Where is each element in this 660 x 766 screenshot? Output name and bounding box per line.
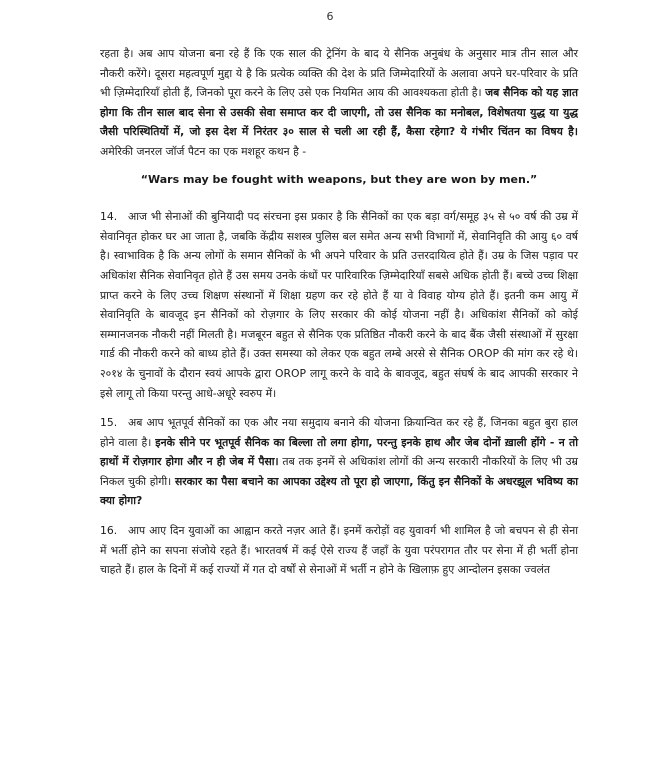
paragraph-number: 15. xyxy=(100,416,118,430)
paragraph-bold-text: जब सैनिक को यह ज्ञात होगा कि तीन साल बाद सेना से उसकी सेवा समाप्त कर दी जाएगी, तो उस सैनिक का मनोबल, विशेषतया युद्ध या युद्ध जैसी परिस्थितियों में, जो इस देश में निरंतर ३० साल से चली आ रही हैं, कैसा रहेगा? ये गंभीर चिंतन का विषय है। xyxy=(100,86,578,139)
paragraph-text: तब तक इनमें से अधिकांश लोगों की अन्य सरकारी नौकरियों के लिए भी उम्र निकल चुकी होगी। xyxy=(100,455,578,488)
page-number: 6 xyxy=(326,10,334,23)
paragraph-16 xyxy=(100,521,578,580)
paragraph-bold-text: सरकार का पैसा बचाने का आपका उद्देश्य तो पूरा हो जाएगा, किंतु इन सैनिकों के अधरझूल भविष्य का क्या होगा? xyxy=(100,474,578,508)
paragraph-number: 14. xyxy=(100,210,118,224)
paragraph-14 xyxy=(100,207,578,403)
paragraph-bold-text: इनके सीने पर भूतपूर्व सैनिक का बिल्ला तो लगा होगा, परन्तु इनके हाथ और जेब दोनों ख़ाली होंगे - न तो हाथों में रोज़गार होगा और न ही जेब में पैसा। xyxy=(100,435,578,469)
paragraph-text: आप आए दिन युवाओं का आह्वान करते नज़र आते हैं। इनमें करोड़ों वह युवावर्ग भी शामिल है जो बचपन से ही सेना में भर्ती होने का सपना संजोये रहते हैं। भारतवर्ष में कई ऐसे राज्य हैं जहाँ के युवा परंपरागत तौर पर सेना में ही भर्ती होना चाहते हैं। हाल के दिनों में कई राज्यों में गत दो वर्षों से सेनाओं में भर्ती न होने के खिलाफ़ हुए आन्दोलन इसका ज्वलंत xyxy=(100,524,578,577)
paragraph-text: रहता है। अब आप योजना बना रहे हैं कि एक साल की ट्रेनिंग के बाद ये सैनिक अनुबंध के अनुसार मात्र तीन साल और नौकरी करेंगे। दूसरा महत्वपूर्ण मुद्दा ये है कि प्रत्येक व्यक्ति की देश के प्रति जिम्मेदारियों के अलावा अपने घर-परिवार के प्रति भी ज़िम्मेदारियाँ होती हैं, जिनको पूरा करने के लिए उसे एक नियमित आय की आवश्यकता होती है। xyxy=(100,47,578,100)
paragraph-text: अब आप भूतपूर्व सैनिकों का एक और नया समुदाय बनाने की योजना क्रियान्वित कर रहे हैं, जिनका बहुत बुरा हाल होने वाला है। xyxy=(100,416,578,449)
paragraph-text: आज भी सेनाओं की बुनियादी पद संरचना इस प्रकार है कि सैनिकों का एक बड़ा वर्ग/समूह ३५ से ५० वर्ष की उम्र में सेवानिवृत होकर घर आ जाता है, जबकि केंद्रीय सशस्त्र पुलिस बल समेत अन्य सभी विभागों में, सेवानिवृति की आयु ६० वर्ष है। स्वाभाविक है कि अन्य लोगों के समान सैनिकों के भी अपने परिवार के प्रति उत्तरदायित्व होते हैं। उम्र के जिस पड़ाव पर अधिकांश सैनिक सेवानिवृत होते हैं उस समय उनके कंधों पर पारिवारिक ज़िम्मेदारियाँ सबसे अधिक होती हैं। बच्चे उच्च शिक्षा प्राप्त करने के लिए उच्च शिक्षण संस्थानों में शिक्षा ग्रहण कर रहे होते हैं या वे विवाह योग्य होते हैं। इतनी कम आयु में सेवानिवृति के बावजूद इन सैनिकों को रोज़गार के लिए सरकार की कोई योजना नहीं है। अधिकांश सैनिकों को कोई सम्मानजनक नौकरी नहीं मिलती है। मजबूरन बहुत से सैनिक एक प्रतिष्ठित नौकरी करने के बाद बैंक जैसी संस्थाओं में सुरक्षा गार्ड की नौकरी करने को बाध्य होते हैं। उक्त समस्या को लेकर एक बहुत लम्बे अरसे से सैनिक OROP की मांग कर रहे थे। २०१४ के चुनावों के दौरान स्वयं आपके द्वारा OROP लागू करने के वादे के बावजूद, बहुत संघर्ष के बाद आपकी सरकार ने इसे लागू तो किया परन्तु आधे-अधूरे स्वरुप में। xyxy=(100,210,578,400)
paragraph-text: अमेरिकी जनरल जॉर्ज पैटन का एक मशहूर कथन है - xyxy=(100,144,307,158)
quotation: “Wars may be fought with weapons, but they are won by men.” xyxy=(140,172,538,186)
paragraph-continued xyxy=(100,44,578,162)
paragraph-15 xyxy=(100,413,578,511)
paragraph-number: 16. xyxy=(100,524,118,538)
document-body xyxy=(100,44,578,590)
